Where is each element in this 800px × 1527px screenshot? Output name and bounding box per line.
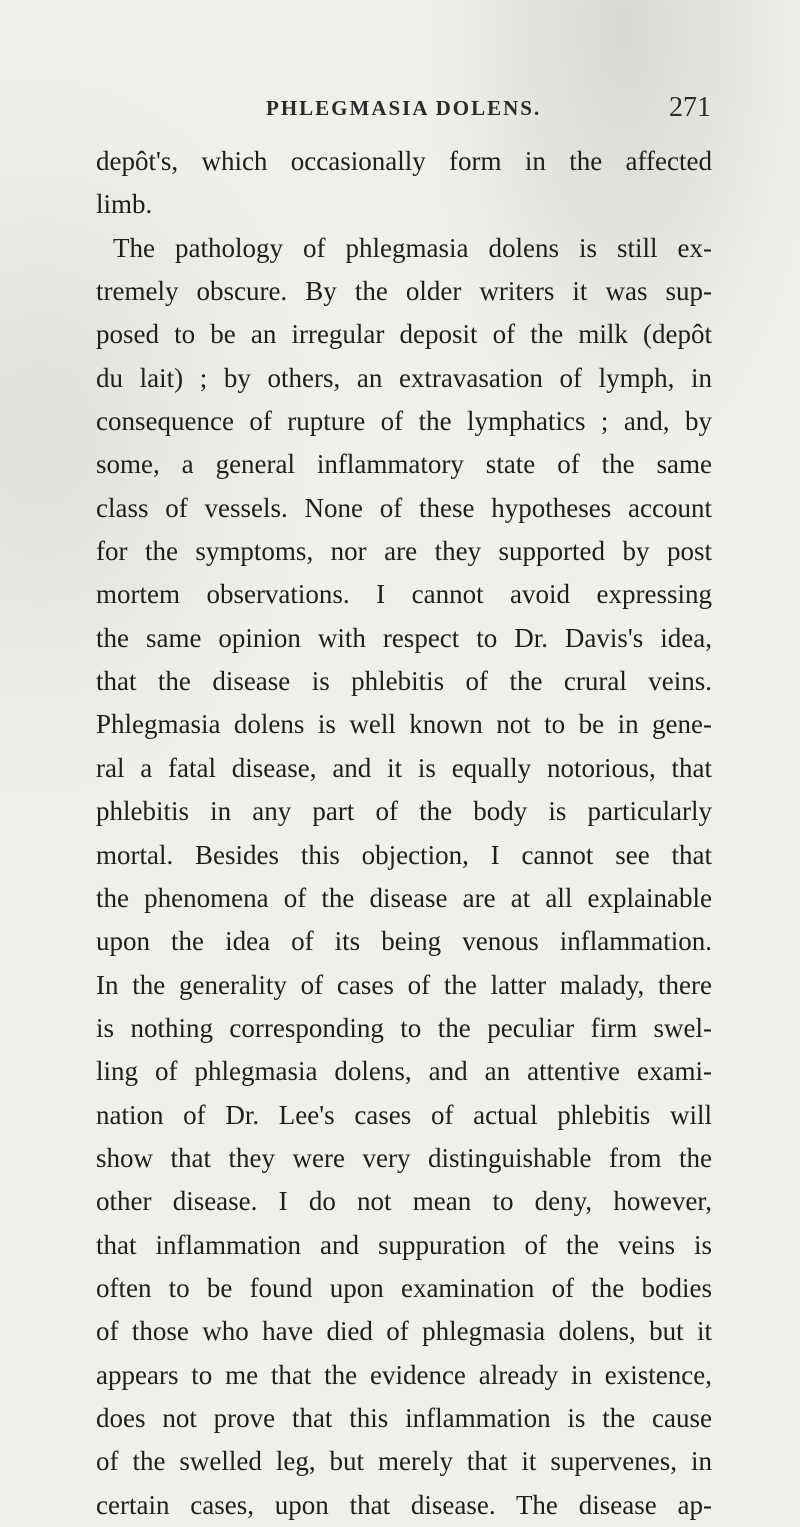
text-line: consequence of rupture of the lymphatics ; and, by	[96, 406, 712, 437]
text-line: limb.	[96, 189, 153, 220]
text-line: for the symptoms, nor are they supported by post	[96, 536, 712, 567]
text-line: appears to me that the evidence already in existence,	[96, 1359, 712, 1390]
text-line: some, a general inflammatory state of the same	[96, 449, 712, 480]
text-line: ling of phlegmasia dolens, and an attentive exami-	[96, 1056, 712, 1087]
text-line: upon the idea of its being venous inflammation.	[96, 926, 712, 957]
text-line: that inflammation and suppuration of the veins is	[96, 1229, 712, 1260]
page-number: 271	[669, 92, 711, 123]
running-head	[266, 92, 711, 126]
text-line: du lait) ; by others, an extravasation of lymph, in	[96, 362, 712, 393]
text-line: that the disease is phlebitis of the crural veins.	[96, 666, 712, 697]
text-line: The pathology of phlegmasia dolens is still ex-	[113, 232, 712, 263]
text-line: class of vessels. None of these hypotheses account	[96, 492, 712, 523]
text-line: certain cases, upon that disease. The disease ap-	[96, 1489, 712, 1520]
text-line: of those who have died of phlegmasia dolens, but it	[96, 1316, 712, 1347]
text-line: is nothing corresponding to the peculiar firm swel-	[96, 1012, 712, 1043]
text-line: posed to be an irregular deposit of the milk (depôt	[96, 319, 712, 350]
text-line: the same opinion with respect to Dr. Davis's idea,	[96, 622, 712, 653]
body-text	[96, 140, 712, 1527]
text-line: In the generality of cases of the latter malady, there	[96, 969, 712, 1000]
text-line: show that they were very distinguishable from the	[96, 1142, 712, 1173]
text-line: nation of Dr. Lee's cases of actual phlebitis will	[96, 1099, 712, 1130]
text-line: Phlegmasia dolens is well known not to be in gene-	[96, 709, 712, 740]
text-line: often to be found upon examination of the bodies	[96, 1272, 712, 1303]
text-line: of the swelled leg, but merely that it supervenes, in	[96, 1446, 712, 1477]
text-line: depôt's, which occasionally form in the affected	[96, 146, 712, 176]
text-line: does not prove that this inflammation is the cause	[96, 1402, 712, 1433]
text-line: the phenomena of the disease are at all explainable	[96, 882, 712, 913]
text-line: phlebitis in any part of the body is particularly	[96, 796, 712, 827]
text-line: tremely obscure. By the older writers it was sup-	[96, 276, 712, 307]
running-head-title: PHLEGMASIA DOLENS.	[266, 96, 542, 120]
text-line: mortem observations. I cannot avoid expressing	[96, 579, 712, 610]
text-line: mortal. Besides this objection, I cannot see that	[96, 839, 712, 870]
text-line: ral a fatal disease, and it is equally notorious, that	[96, 752, 712, 783]
text-line: other disease. I do not mean to deny, however,	[96, 1186, 712, 1217]
